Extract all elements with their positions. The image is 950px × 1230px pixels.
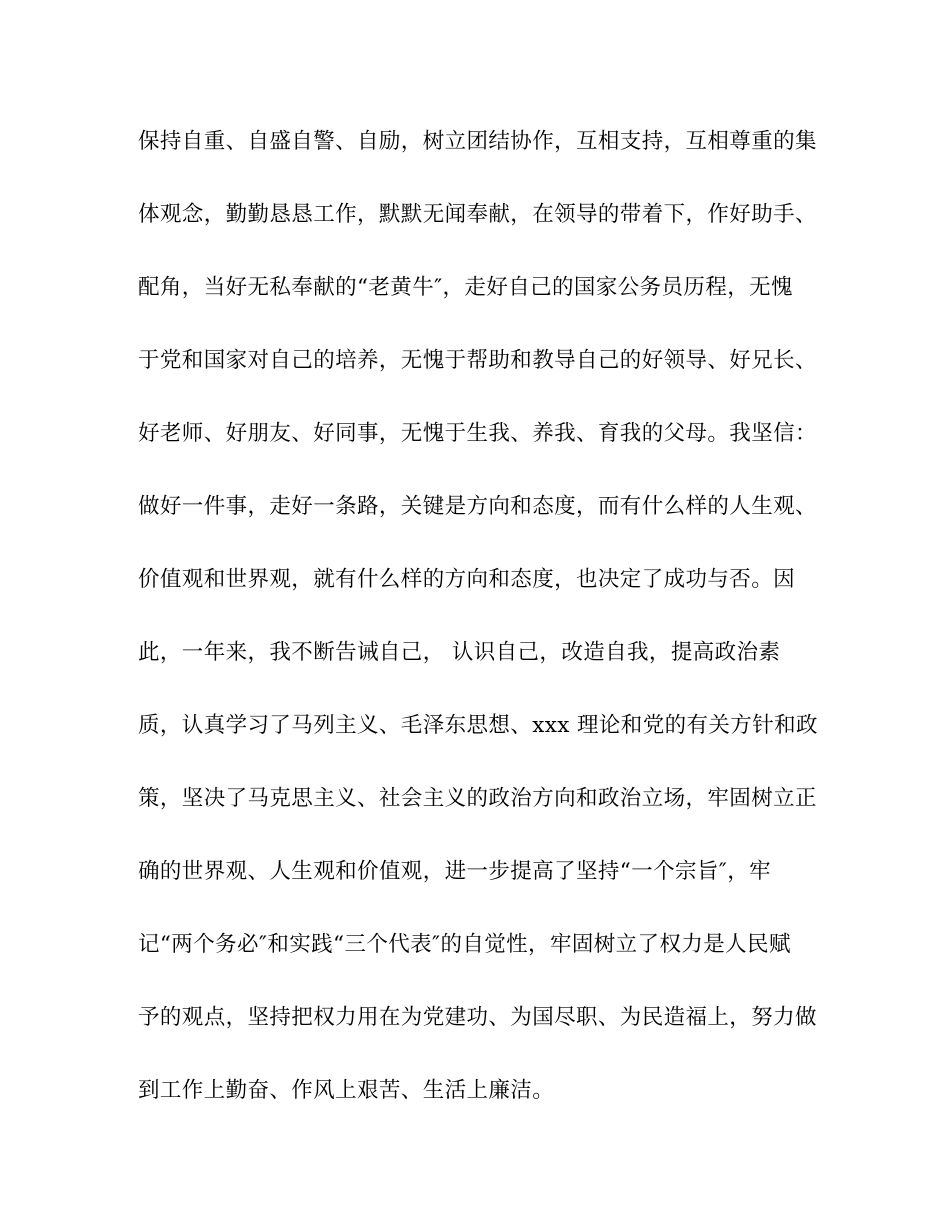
text-line-3: 配角，当好无私奉献的“老黄牛″，走好自己的国家公务员历程，无愧 xyxy=(138,275,793,300)
text-line-2: 体观念，勤勤恳恳工作，默默无闻奉献，在领导的带着下，作好助手、 xyxy=(138,202,817,227)
text-line-10: 策，坚决了马克思主义、社会主义的政治方向和政治立场，牢固树立正 xyxy=(138,786,817,811)
text-line-4: 于党和国家对自己的培养，无愧于帮助和教导自己的好领导、好兄长、 xyxy=(138,348,817,373)
text-line-6: 做好一件事，走好一条路，关键是方向和态度，而有什么样的人生观、 xyxy=(138,494,817,519)
text-line-9: 质，认真学习了马列主义、毛泽东思想、xxx 理论和党的有关方针和政 xyxy=(138,713,818,738)
body-paragraph xyxy=(138,122,828,1144)
text-line-1: 保持自重、自盛自警、自励，树立团结协作，互相支持，互相尊重的集 xyxy=(138,129,817,154)
text-line-14: 到工作上勤奋、作风上艰苦、生活上廉洁。 xyxy=(138,1078,555,1103)
text-line-8: 此，一年来，我不断告诫自己， 认识自己，改造自我，提高政治素 xyxy=(138,640,781,665)
text-line-13: 予的观点，坚持把权力用在为党建功、为国尽职、为民造福上，努力做 xyxy=(138,1005,817,1030)
text-line-11: 确的世界观、人生观和价值观，进一步提高了坚持“一个宗旨″，牢 xyxy=(138,859,772,884)
text-line-5: 好老师、好朋友、好同事，无愧于生我、养我、育我的父母。我坚信： xyxy=(138,421,817,446)
text-line-7: 价值观和世界观，就有什么样的方向和态度，也决定了成功与否。因 xyxy=(138,567,796,592)
text-line-12: 记“两个务必″和实践“三个代表″的自觉性，牢固树立了权力是人民赋 xyxy=(138,932,791,957)
